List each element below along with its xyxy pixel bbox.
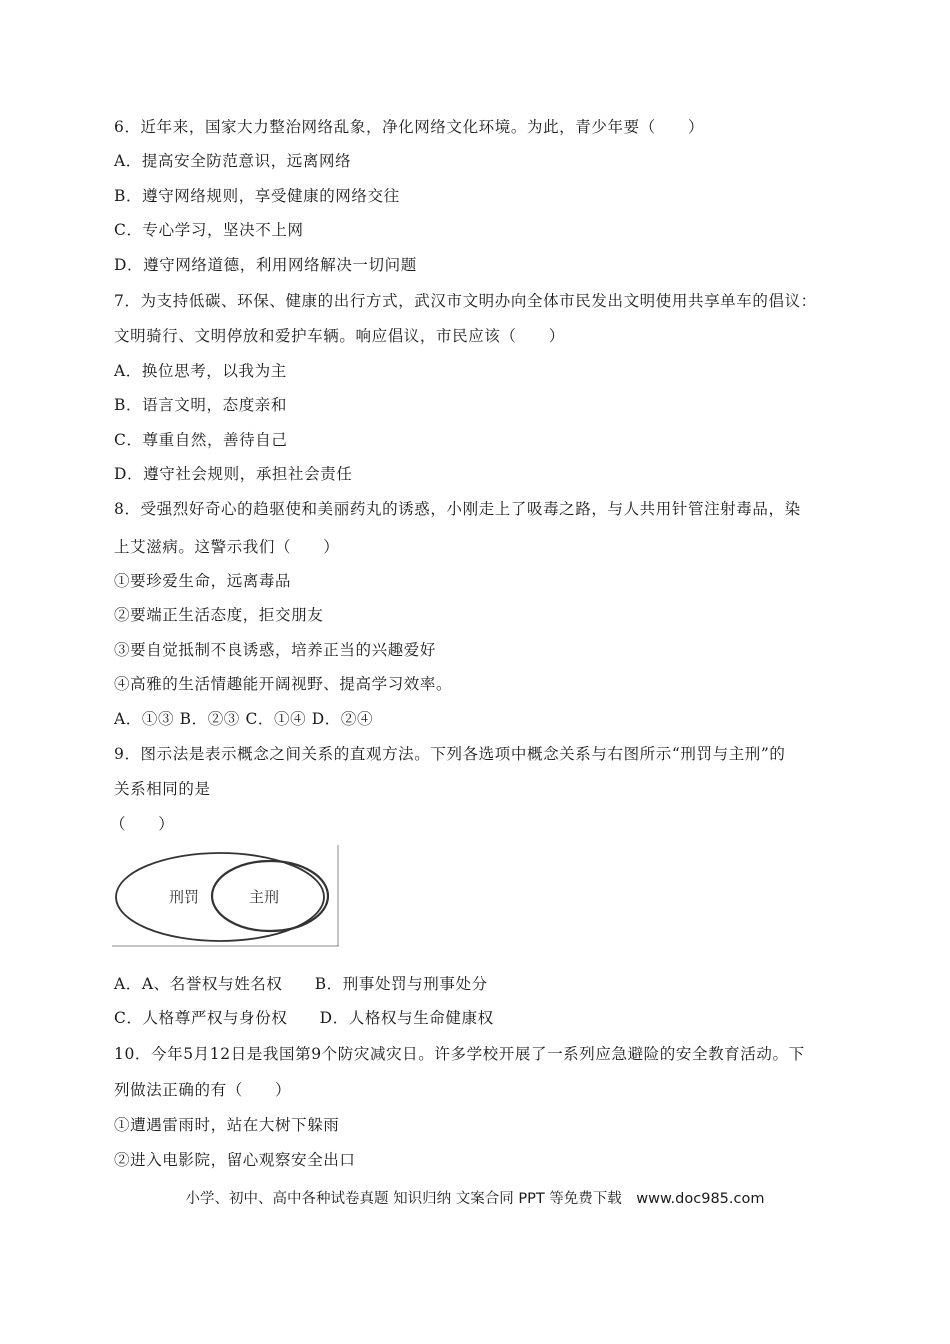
question-10-stem-line-2: 列做法正确的有（ ） bbox=[114, 1081, 292, 1099]
question-6-option-d: D．遵守网络道德，利用网络解决一切问题 bbox=[114, 256, 417, 274]
question-7-option-c: C．尊重自然，善待自己 bbox=[114, 431, 288, 449]
question-8-stem-line-1: 8．受强烈好奇心的趋驱使和美丽药丸的诱惑，小刚走上了吸毒之路，与人共用针管注射毒品，染 bbox=[114, 500, 801, 518]
question-10-item-1: ①遭遇雷雨时，站在大树下躲雨 bbox=[114, 1116, 340, 1134]
question-9-options-line-2: C．人格尊严权与身份权 D．人格权与生命健康权 bbox=[114, 1009, 494, 1027]
question-8-item-3: ③要自觉抵制不良诱惑，培养正当的兴趣爱好 bbox=[114, 641, 437, 659]
question-6-option-a: A．提高安全防范意识，远离网络 bbox=[114, 152, 352, 170]
question-6-option-c: C．专心学习，坚决不上网 bbox=[114, 221, 304, 239]
question-9-stem-line-2: 关系相同的是 bbox=[114, 780, 211, 798]
question-7-option-d: D．遵守社会规则，承担社会责任 bbox=[114, 465, 353, 483]
inner-label: 主刑 bbox=[248, 888, 280, 906]
question-6-option-b: B．遵守网络规则，享受健康的网络交往 bbox=[114, 187, 400, 205]
page-footer: 小学、初中、高中各种试卷真题 知识归纳 文案合同 PPT 等免费下载 www.doc985.com bbox=[185, 1191, 765, 1207]
question-10-stem-line-1: 10．今年5月12日是我国第9个防灾减灾日。许多学校开展了一系列应急避险的安全教育活动。下 bbox=[114, 1045, 805, 1063]
question-6-stem: 6．近年来，国家大力整治网络乱象，净化网络文化环境。为此，青少年要（ ） bbox=[114, 118, 705, 136]
outer-label: 刑罚 bbox=[168, 888, 200, 906]
question-9-stem-line-1: 9．图示法是表示概念之间关系的直观方法。下列各选项中概念关系与右图所示“刑罚与主刑”的 bbox=[114, 745, 786, 763]
venn-diagram bbox=[112, 845, 340, 947]
question-7-stem-line-1: 7．为支持低碳、环保、健康的出行方式，武汉市文明办向全体市民发出文明使用共享单车的倡议： bbox=[114, 292, 817, 310]
question-8-stem-line-2: 上艾滋病。这警示我们（ ） bbox=[114, 538, 340, 556]
question-10-item-2: ②进入电影院，留心观察安全出口 bbox=[114, 1151, 356, 1169]
question-7-stem-line-2: 文明骑行、文明停放和爱护车辆。响应倡议，市民应该（ ） bbox=[114, 327, 565, 345]
question-7-option-a: A．换位思考，以我为主 bbox=[114, 362, 287, 380]
question-8-item-4: ④高雅的生活情趣能开阔视野、提高学习效率。 bbox=[114, 675, 453, 693]
question-8-item-2: ②要端正生活态度，拒交朋友 bbox=[114, 606, 324, 624]
question-9-answer-paren: （ ） bbox=[110, 815, 175, 833]
question-8-item-1: ①要珍爱生命，远离毒品 bbox=[114, 572, 292, 590]
question-7-option-b: B．语言文明，态度亲和 bbox=[114, 396, 287, 414]
question-8-options: A．①③ B．②③ C．①④ D．②④ bbox=[114, 710, 374, 728]
question-9-options-line-1: A．A、名誉权与姓名权 B．刑事处罚与刑事处分 bbox=[114, 975, 488, 993]
